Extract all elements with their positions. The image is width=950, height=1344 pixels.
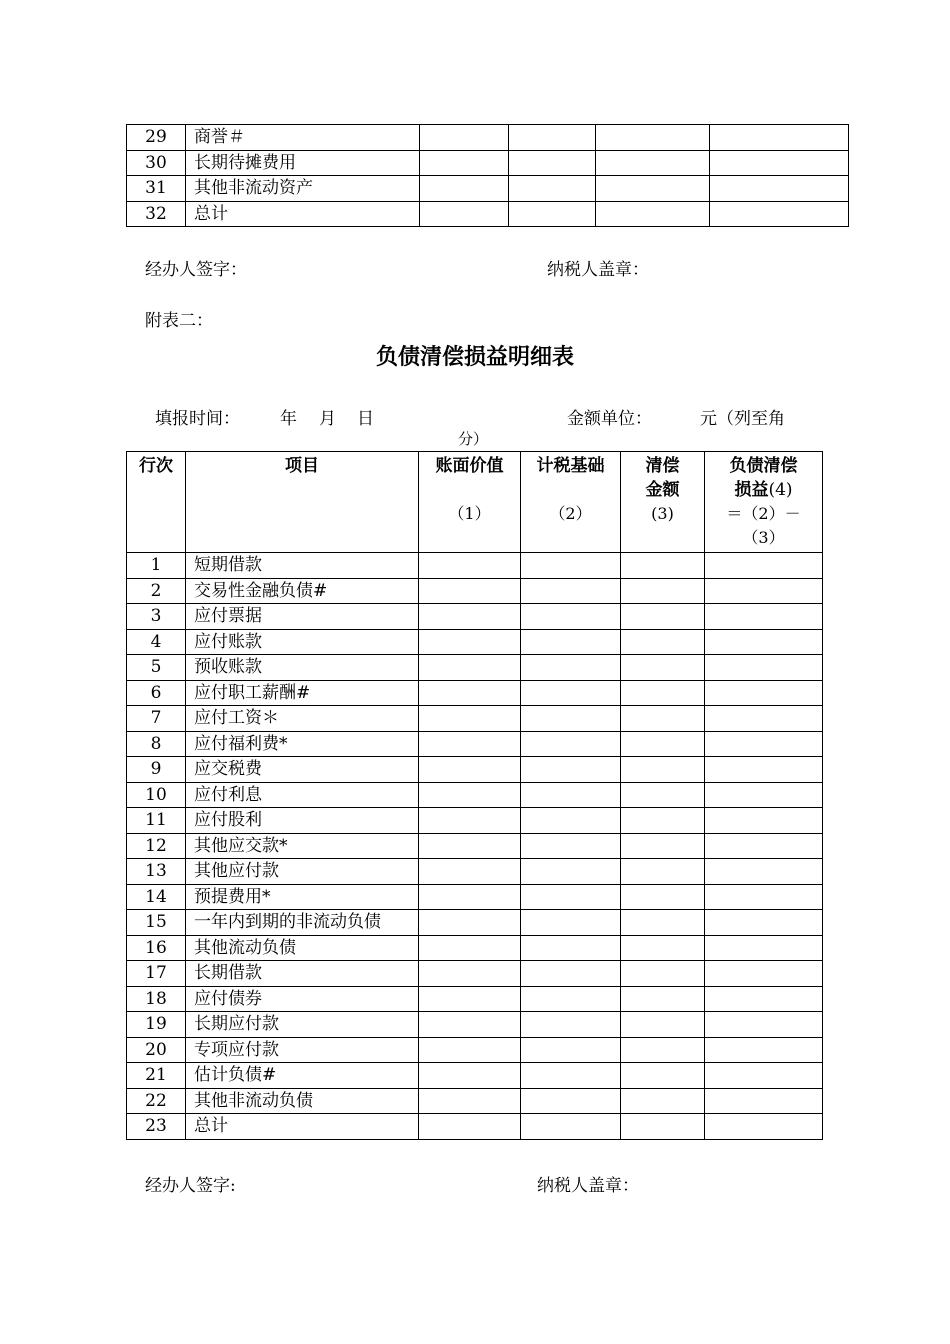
row-item: 长期待摊费用: [186, 150, 420, 176]
amount-unit-label: 金额单位：: [567, 409, 652, 429]
empty-cell: [621, 553, 705, 579]
empty-cell: [521, 578, 621, 604]
empty-cell: [596, 201, 710, 227]
row-number: 8: [127, 731, 186, 757]
empty-cell: [420, 176, 509, 202]
empty-cell: [521, 1037, 621, 1063]
empty-cell: [621, 1114, 705, 1140]
row-item: 应交税费: [186, 757, 419, 783]
table-header-row: [127, 452, 823, 553]
empty-cell: [521, 629, 621, 655]
row-number: 3: [127, 604, 186, 630]
empty-cell: [705, 629, 823, 655]
empty-cell: [521, 1114, 621, 1140]
empty-cell: [419, 553, 521, 579]
handler-signature-label: 经办人签字：: [145, 260, 247, 280]
empty-cell: [521, 680, 621, 706]
empty-cell: [621, 655, 705, 681]
row-number: 9: [127, 757, 186, 783]
empty-cell: [521, 961, 621, 987]
empty-cell: [621, 1088, 705, 1114]
row-number: 20: [127, 1037, 186, 1063]
row-number: 4: [127, 629, 186, 655]
empty-cell: [419, 1088, 521, 1114]
row-number: 10: [127, 782, 186, 808]
empty-cell: [710, 150, 849, 176]
row-number: 5: [127, 655, 186, 681]
table-row: [127, 1012, 823, 1038]
empty-cell: [521, 1012, 621, 1038]
row-number: 31: [127, 176, 186, 202]
row-item: 应付账款: [186, 629, 419, 655]
table-row: [127, 1114, 823, 1140]
table-row: [127, 961, 823, 987]
empty-cell: [521, 1063, 621, 1089]
table-row: [127, 629, 823, 655]
header-book-value: 账面价值 （1）: [419, 452, 521, 553]
fill-time-label: 填报时间：: [155, 409, 240, 429]
empty-cell: [705, 1012, 823, 1038]
empty-cell: [419, 833, 521, 859]
row-number: 2: [127, 578, 186, 604]
row-number: 16: [127, 935, 186, 961]
empty-cell: [509, 176, 596, 202]
empty-cell: [621, 757, 705, 783]
empty-cell: [705, 1088, 823, 1114]
table-row: [127, 125, 849, 151]
empty-cell: [705, 782, 823, 808]
fill-time-day: 日: [357, 409, 374, 429]
empty-cell: [705, 910, 823, 936]
empty-cell: [705, 731, 823, 757]
liability-settlement-table: [126, 451, 823, 1140]
empty-cell: [521, 553, 621, 579]
row-item: 其他流动负债: [186, 935, 419, 961]
table-row: [127, 782, 823, 808]
empty-cell: [420, 125, 509, 151]
empty-cell: [621, 731, 705, 757]
row-number: 14: [127, 884, 186, 910]
empty-cell: [419, 757, 521, 783]
empty-cell: [705, 680, 823, 706]
empty-cell: [705, 553, 823, 579]
empty-cell: [419, 706, 521, 732]
empty-cell: [621, 1012, 705, 1038]
empty-cell: [705, 986, 823, 1012]
empty-cell: [621, 808, 705, 834]
row-number: 30: [127, 150, 186, 176]
row-item: 应付股利: [186, 808, 419, 834]
row-item: 长期应付款: [186, 1012, 419, 1038]
taxpayer-seal-label-2: 纳税人盖章：: [537, 1176, 639, 1196]
table-row: [127, 1088, 823, 1114]
row-number: 32: [127, 201, 186, 227]
empty-cell: [509, 201, 596, 227]
header-settlement-gain: 负债清偿 损益(4) ＝（2）－ （3）: [705, 452, 823, 553]
table-row: [127, 706, 823, 732]
row-number: 6: [127, 680, 186, 706]
empty-cell: [705, 833, 823, 859]
table-row: [127, 655, 823, 681]
row-number: 12: [127, 833, 186, 859]
row-number: 1: [127, 553, 186, 579]
amount-unit-value-cont: 分）: [458, 430, 489, 448]
row-item: 专项应付款: [186, 1037, 419, 1063]
row-item: 总计: [186, 1114, 419, 1140]
empty-cell: [705, 1037, 823, 1063]
empty-cell: [419, 604, 521, 630]
empty-cell: [521, 782, 621, 808]
empty-cell: [521, 859, 621, 885]
empty-cell: [419, 935, 521, 961]
empty-cell: [419, 655, 521, 681]
empty-cell: [621, 986, 705, 1012]
empty-cell: [710, 125, 849, 151]
empty-cell: [596, 176, 710, 202]
row-item: 应付福利费*: [186, 731, 419, 757]
row-item: 长期借款: [186, 961, 419, 987]
row-number: 11: [127, 808, 186, 834]
empty-cell: [521, 808, 621, 834]
header-tax-basis: 计税基础 （2）: [521, 452, 621, 553]
empty-cell: [521, 986, 621, 1012]
empty-cell: [621, 1063, 705, 1089]
empty-cell: [419, 578, 521, 604]
row-item: 应付票据: [186, 604, 419, 630]
row-item: 预收账款: [186, 655, 419, 681]
empty-cell: [419, 629, 521, 655]
empty-cell: [621, 833, 705, 859]
empty-cell: [596, 125, 710, 151]
table-row: [127, 604, 823, 630]
empty-cell: [419, 986, 521, 1012]
empty-cell: [621, 961, 705, 987]
empty-cell: [521, 884, 621, 910]
empty-cell: [419, 1037, 521, 1063]
empty-cell: [705, 961, 823, 987]
empty-cell: [705, 884, 823, 910]
row-item: 商誉＃: [186, 125, 420, 151]
empty-cell: [509, 125, 596, 151]
empty-cell: [521, 833, 621, 859]
row-number: 7: [127, 706, 186, 732]
empty-cell: [521, 655, 621, 681]
header-item: 项目: [186, 452, 419, 553]
amount-unit-value: 元（列至角: [700, 409, 785, 429]
table-row: [127, 201, 849, 227]
row-item: 应付利息: [186, 782, 419, 808]
empty-cell: [509, 150, 596, 176]
empty-cell: [521, 706, 621, 732]
row-item: 预提费用*: [186, 884, 419, 910]
empty-cell: [419, 680, 521, 706]
empty-cell: [710, 201, 849, 227]
empty-cell: [419, 884, 521, 910]
empty-cell: [419, 961, 521, 987]
empty-cell: [621, 782, 705, 808]
empty-cell: [705, 808, 823, 834]
row-item: 应付债券: [186, 986, 419, 1012]
appendix-label: 附表二：: [145, 311, 213, 331]
row-item: 其他非流动资产: [186, 176, 420, 202]
empty-cell: [419, 1063, 521, 1089]
empty-cell: [419, 731, 521, 757]
empty-cell: [621, 910, 705, 936]
empty-cell: [621, 604, 705, 630]
table-row: [127, 1063, 823, 1089]
row-number: 29: [127, 125, 186, 151]
empty-cell: [521, 604, 621, 630]
header-row-no: 行次: [127, 452, 186, 553]
empty-cell: [420, 150, 509, 176]
empty-cell: [705, 655, 823, 681]
table-row: [127, 578, 823, 604]
table-row: [127, 176, 849, 202]
fill-time-month: 月: [319, 409, 336, 429]
row-number: 17: [127, 961, 186, 987]
row-number: 13: [127, 859, 186, 885]
empty-cell: [521, 757, 621, 783]
table-row: [127, 150, 849, 176]
empty-cell: [521, 910, 621, 936]
empty-cell: [521, 1088, 621, 1114]
table-row: [127, 553, 823, 579]
empty-cell: [621, 859, 705, 885]
empty-cell: [419, 782, 521, 808]
empty-cell: [420, 201, 509, 227]
row-number: 23: [127, 1114, 186, 1140]
row-item: 短期借款: [186, 553, 419, 579]
empty-cell: [705, 604, 823, 630]
row-item: 其他应交款*: [186, 833, 419, 859]
row-number: 21: [127, 1063, 186, 1089]
empty-cell: [705, 859, 823, 885]
table-row: [127, 910, 823, 936]
row-number: 19: [127, 1012, 186, 1038]
empty-cell: [419, 1114, 521, 1140]
table-row: [127, 859, 823, 885]
empty-cell: [710, 176, 849, 202]
empty-cell: [621, 884, 705, 910]
empty-cell: [419, 859, 521, 885]
empty-cell: [705, 1063, 823, 1089]
empty-cell: [419, 1012, 521, 1038]
table-row: [127, 986, 823, 1012]
row-number: 18: [127, 986, 186, 1012]
empty-cell: [621, 578, 705, 604]
table-row: [127, 680, 823, 706]
empty-cell: [621, 1037, 705, 1063]
table-row: [127, 731, 823, 757]
empty-cell: [621, 935, 705, 961]
row-item: 应付工资＊: [186, 706, 419, 732]
empty-cell: [621, 706, 705, 732]
empty-cell: [419, 808, 521, 834]
table-row: [127, 884, 823, 910]
empty-cell: [705, 578, 823, 604]
handler-signature-label-2: 经办人签字:: [145, 1176, 236, 1196]
table-row: [127, 808, 823, 834]
empty-cell: [621, 680, 705, 706]
table-row: [127, 757, 823, 783]
fill-time-year: 年: [280, 409, 297, 429]
empty-cell: [705, 757, 823, 783]
page-title: 负债清偿损益明细表: [375, 345, 574, 370]
row-item: 估计负债#: [186, 1063, 419, 1089]
table-row: [127, 1037, 823, 1063]
asset-table-continued: [126, 124, 849, 227]
row-number: 15: [127, 910, 186, 936]
row-item: 交易性金融负债#: [186, 578, 419, 604]
empty-cell: [705, 706, 823, 732]
empty-cell: [521, 935, 621, 961]
row-item: 其他应付款: [186, 859, 419, 885]
empty-cell: [705, 1114, 823, 1140]
table-row: [127, 833, 823, 859]
row-number: 22: [127, 1088, 186, 1114]
empty-cell: [705, 935, 823, 961]
row-item: 一年内到期的非流动负债: [186, 910, 419, 936]
header-repayment-amount: 清偿 金额 (3): [621, 452, 705, 553]
empty-cell: [419, 910, 521, 936]
row-item: 其他非流动负债: [186, 1088, 419, 1114]
empty-cell: [621, 629, 705, 655]
taxpayer-seal-label: 纳税人盖章：: [547, 260, 649, 280]
empty-cell: [521, 731, 621, 757]
empty-cell: [596, 150, 710, 176]
row-item: 总计: [186, 201, 420, 227]
row-item: 应付职工薪酬#: [186, 680, 419, 706]
table-row: [127, 935, 823, 961]
